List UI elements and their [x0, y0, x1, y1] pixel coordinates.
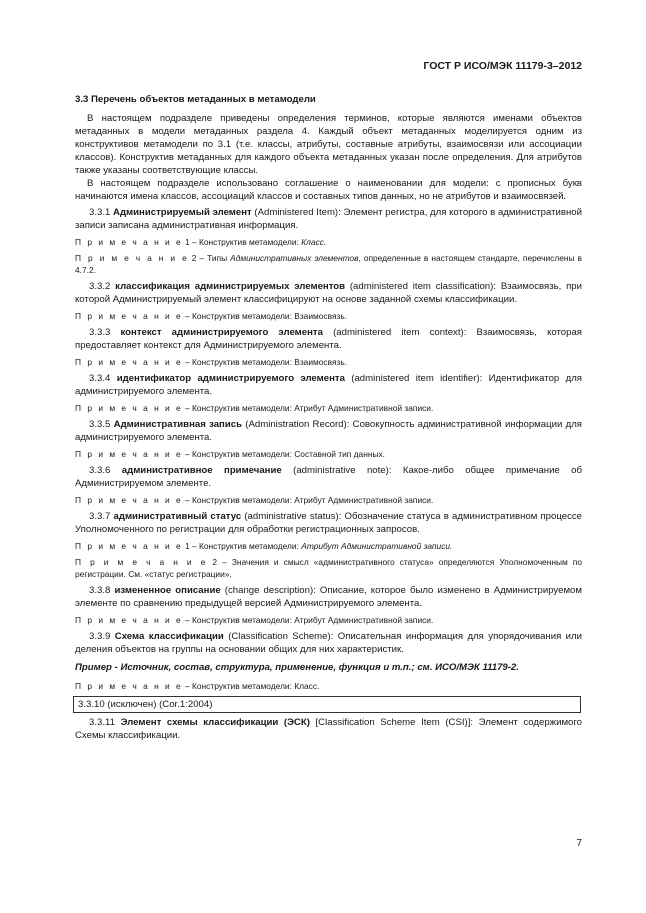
example-3-3-9: Пример - Источник, состав, структура, применение, функция и т.п.; см. ИСО/МЭК 11179-2.: [75, 662, 519, 673]
intro-paragraph-2: В настоящем подразделе использовано соглашение о наименовании для модели: с прописных букв начинаются имена классов, ассоциаций классов и составных типов данных, но не атрибутов и взаимосвязей.: [75, 178, 582, 202]
section-title: 3.3 Перечень объектов метаданных в метамодели: [75, 94, 316, 105]
term-3-3-8: 3.3.8 измененное описание (change description): Описание, которое было изменено в Администрируемом элементе по сравнению предыдущей версией Администрируемого элемента.: [75, 585, 582, 609]
term-3-3-9: 3.3.9 Схема классификации (Classification Scheme): Описательная информация для упорядочивания или деления объектов на группы на основании общих для них характеристик.: [75, 631, 583, 655]
intro-paragraph-1: В настоящем подразделе приведены определения терминов, которые являются именами объектов метаданных в модели метаданных раздела 4. Каждый объект метаданных моделируется одним из конструктивов метамодели по 3.1 (т.е. классы, атрибуты, составные атрибуты, взаимосвязи или ассоциации классов). Конструктив метаданных для каждого объекта метаданных указан после определения. Для атрибутов также указаны соответствующие классы.: [75, 113, 582, 176]
note-3-3-7-b: П р и м е ч а н и е 2 – Значения и смысл «административного статуса» определяются Уполномоченным по регистрации. См. «статус регистрации».: [75, 557, 582, 579]
term-3-3-4: 3.3.4 идентификатор администрируемого элемента (administered item identifier): Идентификатор для администрируемого элемента.: [75, 373, 582, 397]
term-3-3-5: 3.3.5 Административная запись (Administration Record): Совокупность административной информации для администрируемого элемента.: [75, 419, 582, 443]
note-3-3-4: П р и м е ч а н и е – Конструктив метамодели: Атрибут Административной записи.: [75, 403, 434, 413]
excluded-term-box: 3.3.10 (исключен) (Cor.1:2004): [73, 696, 581, 713]
note-3-3-7-a: П р и м е ч а н и е 1 – Конструктив метамодели: Атрибут Административной записи.: [75, 541, 453, 551]
note-3-3-1-a: П р и м е ч а н и е 1 – Конструктив метамодели: Класс.: [75, 237, 327, 247]
term-3-3-7: 3.3.7 административный статус (administrative status): Обозначение статуса в административном процессе Уполномоченного по регистрации для обработки регистрационных запросов.: [75, 511, 582, 535]
note-3-3-6: П р и м е ч а н и е – Конструктив метамодели: Атрибут Административной записи.: [75, 495, 434, 505]
note-3-3-2: П р и м е ч а н и е – Конструктив метамодели: Взаимосвязь.: [75, 311, 348, 321]
term-3-3-2: 3.3.2 классификация администрируемых элементов (administered item classification): Взаимосвязь, при которой Администрируемый элемент классифицируют на основе заданной схемы классификации.: [75, 281, 582, 305]
note-3-3-1-b: П р и м е ч а н и е 2 – Типы Административных элементов, определенные в настоящем стандарте, перечислены в 4.7.2.: [75, 253, 583, 275]
note-3-3-3: П р и м е ч а н и е – Конструктив метамодели: Взаимосвязь.: [75, 357, 348, 367]
term-3-3-11: 3.3.11 Элемент схемы классификации (ЭСК) [Classification Scheme Item (CSI)]: Элемент содержимого Схемы классификации.: [75, 717, 583, 741]
term-3-3-3: 3.3.3 контекст администрируемого элемента (administered item context): Взаимосвязь, которая предоставляет контекст для Администрируемого элемента.: [75, 327, 583, 351]
standard-header: ГОСТ Р ИСО/МЭК 11179-3–2012: [423, 60, 582, 72]
note-3-3-8: П р и м е ч а н и е – Конструктив метамодели: Атрибут Административной записи.: [75, 615, 434, 625]
term-3-3-1: 3.3.1 Администрируемый элемент (Administered Item): Элемент регистра, для которого в административной записи записана административная информация.: [75, 207, 582, 231]
note-3-3-9: П р и м е ч а н и е – Конструктив метамодели: Класс.: [75, 681, 320, 691]
term-3-3-6: 3.3.6 административное примечание (administrative note): Какое-либо общее примечание об Администрируемом элементе.: [75, 465, 583, 489]
page-number: 7: [576, 838, 582, 849]
page-content: [75, 93, 582, 742]
note-3-3-5: П р и м е ч а н и е – Конструктив метамодели: Составной тип данных.: [75, 449, 385, 459]
